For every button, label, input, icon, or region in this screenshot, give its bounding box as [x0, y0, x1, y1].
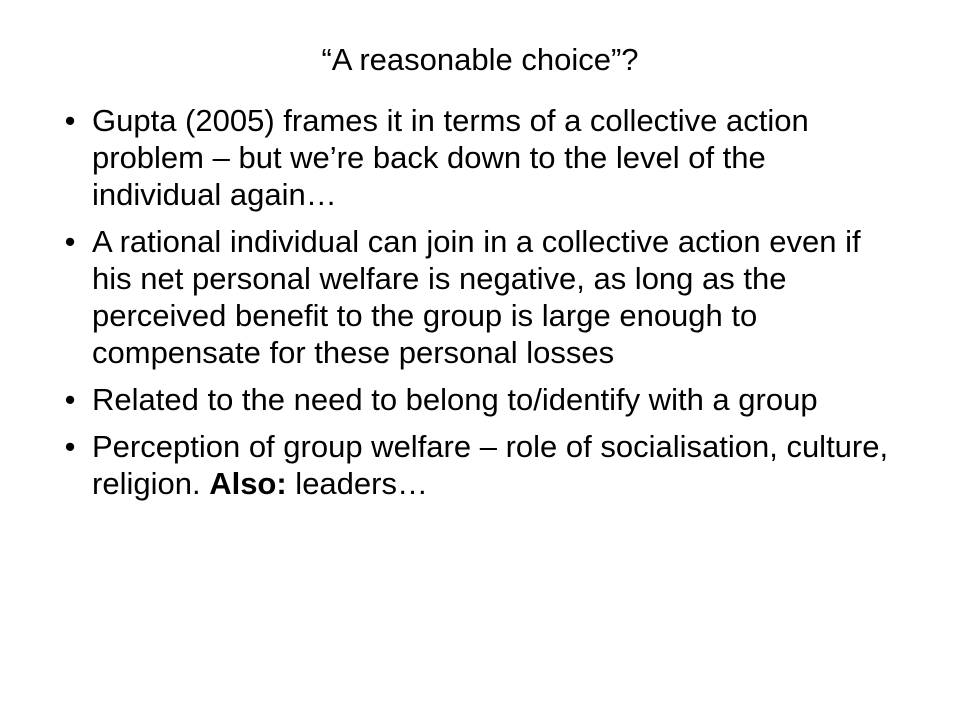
bullet-icon: •: [64, 224, 76, 259]
bullet-item: [0, 381, 960, 418]
slide-title: “A reasonable choice”?: [321, 42, 639, 77]
bullet-text: Related to the need to belong to/identify with a group: [92, 382, 818, 417]
bullet-tail-text: leaders…: [286, 466, 428, 501]
bullet-text: A rational individual can join in a collective action even if his net personal welfare is negative, as long as the perceived benefit to the group is large enough to compensate for these personal losses: [92, 224, 861, 370]
bullet-text: Gupta (2005) frames it in terms of a collective action problem – but we’re back down to the level of the individual again…: [92, 103, 809, 212]
bullet-list: [0, 102, 960, 512]
bullet-text: Perception of group welfare – role of socialisation, culture, religion.: [92, 429, 889, 501]
bullet-icon: •: [64, 429, 76, 464]
bullet-bold-text: Also:: [209, 466, 287, 501]
bullet-icon: •: [64, 103, 76, 138]
bullet-item: [0, 102, 960, 213]
bullet-item: [0, 223, 960, 371]
bullet-item: [0, 428, 960, 502]
bullet-icon: •: [64, 382, 76, 417]
